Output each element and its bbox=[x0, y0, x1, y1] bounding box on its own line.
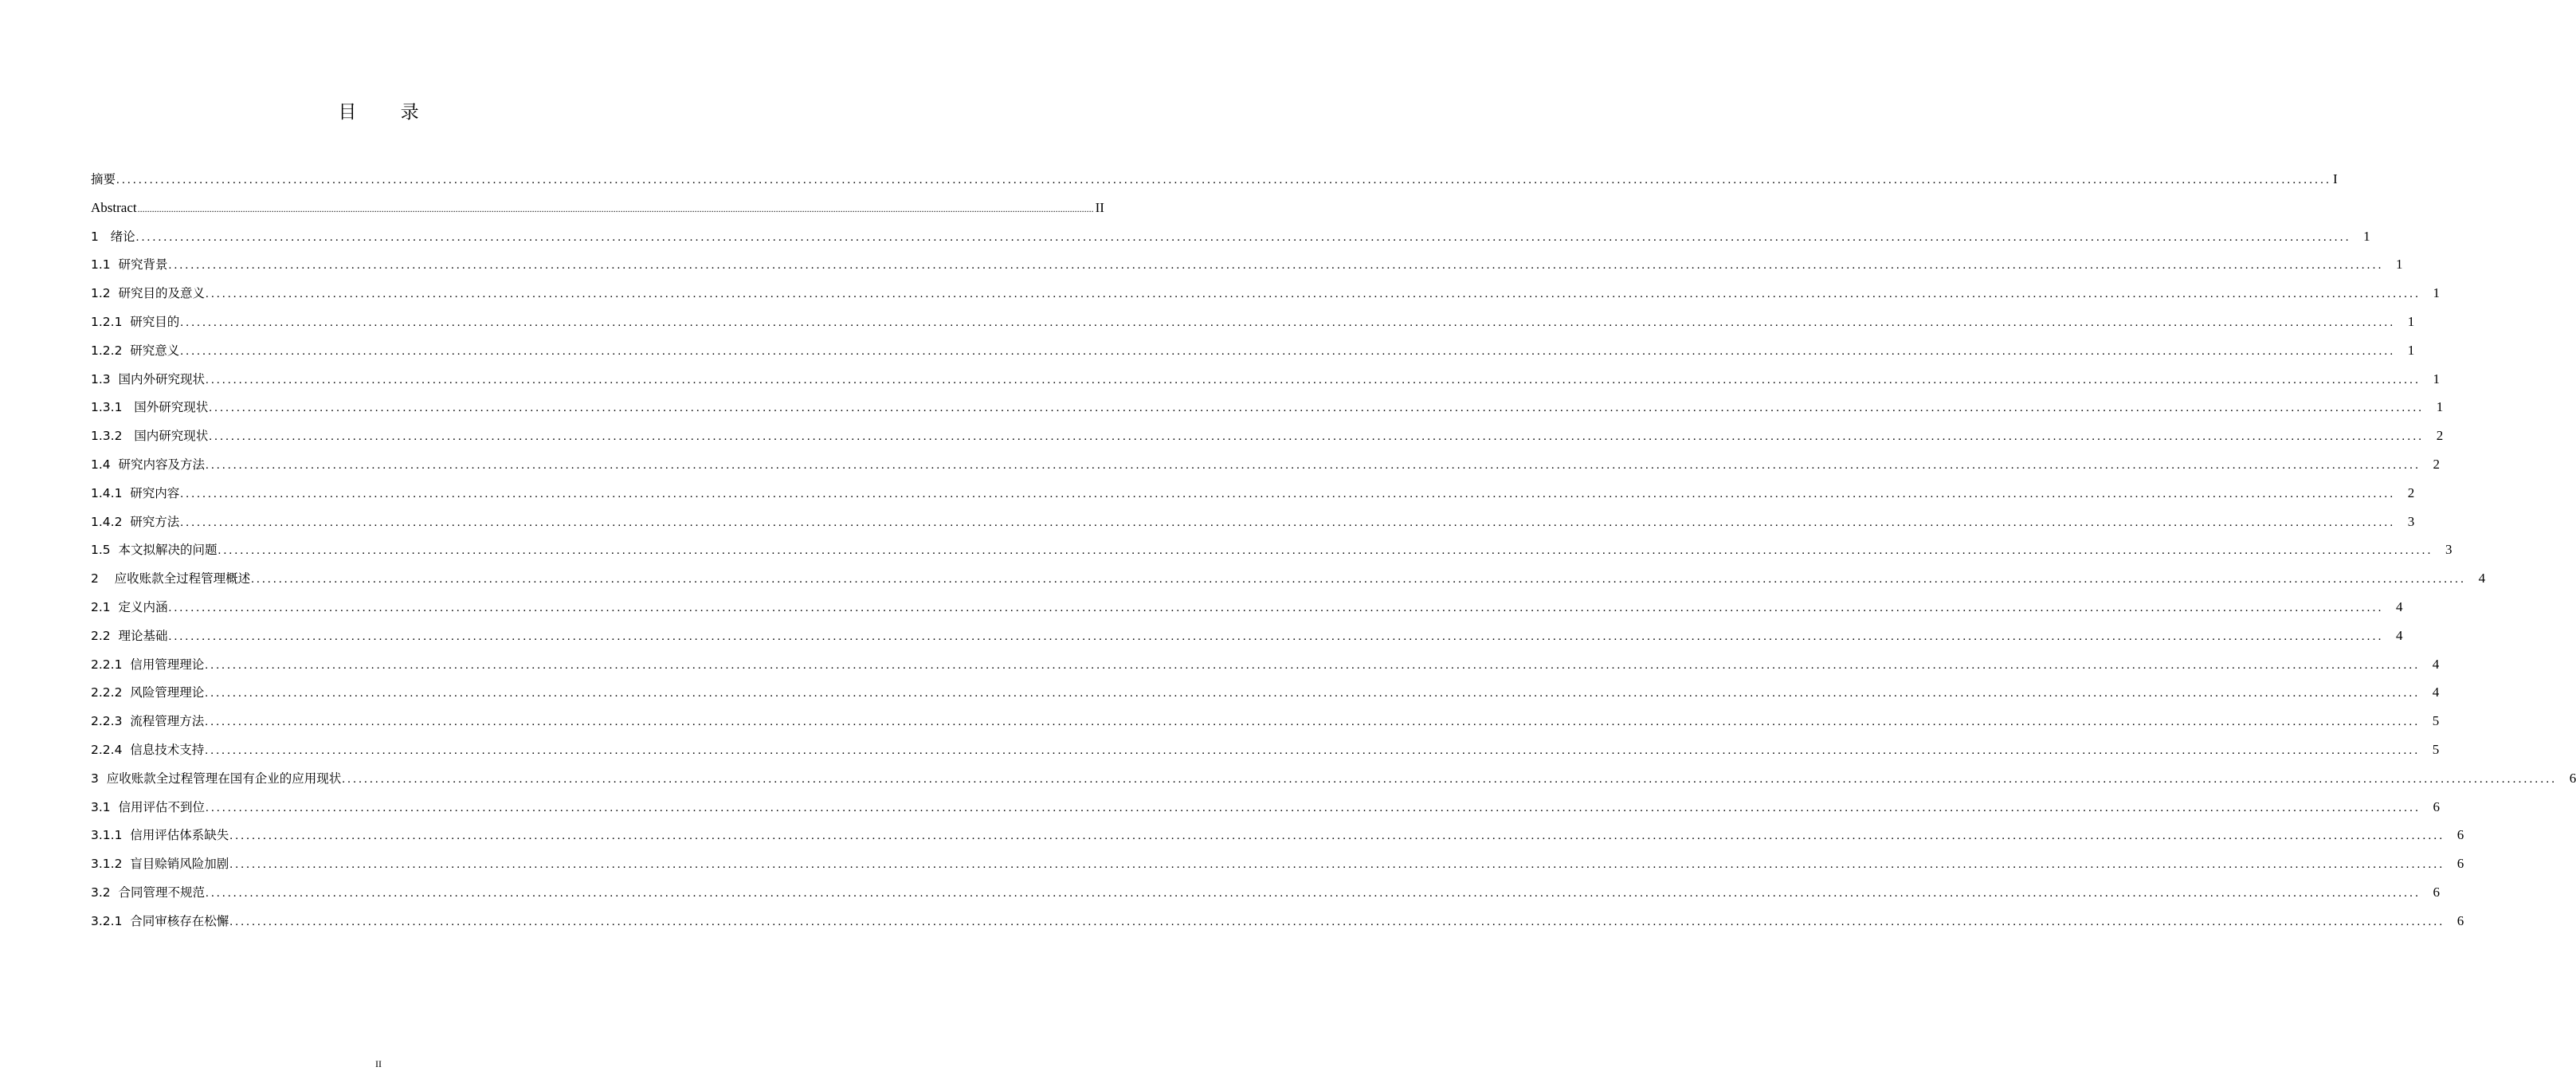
toc-dot-leader: ................................................................................................................................................................................................................................................................................................................................................................................................................ bbox=[229, 915, 2445, 928]
toc-entry-page: 2 bbox=[2436, 428, 2444, 444]
toc-entry-label: 摘要 bbox=[91, 172, 116, 186]
toc-entry-label: 3.1.2 盲目赊销风险加剧 bbox=[91, 857, 229, 872]
toc-entry[interactable] bbox=[91, 336, 2415, 365]
toc-entry-label: 2.2.1 信用管理理论 bbox=[91, 657, 205, 672]
toc-dot-leader: ................................................................................................................................................................................................................................................................................................................................................................................................................ bbox=[229, 830, 2445, 843]
toc-entry-label: 2.2.2 风险管理理论 bbox=[91, 685, 205, 700]
toc-entry-label: 1.1 研究背景 bbox=[91, 257, 168, 273]
toc-dot-leader: ................................................................................................................................................................................................................................................................................................................................................................................................................ bbox=[168, 630, 2384, 643]
toc-entry[interactable] bbox=[91, 878, 2441, 907]
toc-entry[interactable] bbox=[91, 250, 2403, 279]
toc-entry-page: 6 bbox=[2433, 798, 2441, 814]
toc-entry-label: 1.4 研究内容及方法 bbox=[91, 457, 206, 472]
toc-entry-label: 3.2.1 合同审核存在松懈 bbox=[91, 913, 229, 928]
toc-entry-label: 1 绪论 bbox=[91, 229, 135, 244]
toc-entry-page: 1 bbox=[2396, 257, 2403, 273]
toc-entry-page: 4 bbox=[2432, 656, 2440, 672]
toc-entry-label: 3.1 信用评估不到位 bbox=[91, 799, 206, 814]
toc-entry[interactable] bbox=[91, 564, 2486, 593]
toc-dot-leader: ................................................................................................................................................................................................................................................................................................................................................................................................................ bbox=[168, 601, 2384, 614]
toc-entry-page: 1 bbox=[2407, 313, 2415, 329]
toc-entry[interactable] bbox=[91, 821, 2464, 849]
toc-dot-leader: ................................................................................................................................................................................................................................................................................................................................................................................................................ bbox=[251, 573, 2467, 586]
toc-entry-label: 3 应收账款全过程管理在国有企业的应用现状 bbox=[91, 771, 342, 786]
toc-entry-label: 1.3 国内外研究现状 bbox=[91, 371, 206, 386]
toc-entry-label: 2 应收账款全过程管理概述 bbox=[91, 571, 251, 586]
toc-dot-leader: ................................................................................................................................................................................................................................................................................................................................................................................................................ bbox=[180, 344, 2396, 358]
toc-entry-page: 4 bbox=[2478, 571, 2486, 586]
toc-entry[interactable] bbox=[91, 793, 2441, 822]
toc-entry-page: 6 bbox=[2433, 884, 2441, 900]
toc-entry[interactable] bbox=[91, 450, 2441, 479]
page-title: 目 录 bbox=[338, 102, 438, 123]
toc-entry[interactable] bbox=[91, 308, 2415, 336]
toc-entry[interactable] bbox=[91, 907, 2464, 936]
toc-dot-leader: ................................................................................................................................................................................................................................................................................................................................................................................................................ bbox=[135, 230, 2351, 244]
toc-entry-page: 5 bbox=[2432, 713, 2440, 729]
toc-entry-label: 1.3.2 国内研究现状 bbox=[91, 429, 209, 444]
toc-entry[interactable] bbox=[91, 479, 2415, 508]
toc-entry-label: 1.5 本文拟解决的问题 bbox=[91, 543, 218, 558]
toc-entry[interactable] bbox=[91, 279, 2441, 308]
toc-entry-label: 2.2.4 信息技术支持 bbox=[91, 742, 205, 757]
toc-dot-leader: ................................................................................................................................................................................................................................................................................................................................................................................................................ bbox=[205, 743, 2421, 757]
toc-entry-page: 3 bbox=[2407, 513, 2415, 529]
toc-dot-leader: ................................................................................................................................................................................................................................................................................................................................................................................................................ bbox=[205, 716, 2421, 729]
toc-entry-page: II bbox=[1095, 199, 1104, 215]
toc-dot-leader: ................................................................................................................................................................................................................................................................................................................................................................................................................ bbox=[180, 516, 2396, 529]
toc-entry-label: 3.1.1 信用评估体系缺失 bbox=[91, 828, 229, 843]
toc-dot-leader: ................................................................................................................................................................................................................................................................................................................................................................................................................ bbox=[218, 544, 2433, 558]
toc-dot-leader: ................................................................................................................................................................................................................................................................................................................................................................................................................ bbox=[209, 402, 2425, 415]
toc-dot-leader: ................................................................................................................................................................................................................................................................................................................................................................................................................ bbox=[205, 658, 2421, 672]
toc-dot-leader: ................................................................................................................................................................................................................................................................................................................................................................................................................ bbox=[342, 772, 2558, 786]
toc-entry-page: 1 bbox=[2433, 285, 2441, 301]
toc-dot-leader: ................................................................................................................................................................................................................................................................................................................................................................................................................ bbox=[137, 202, 1094, 214]
toc-dot-leader: ................................................................................................................................................................................................................................................................................................................................................................................................................ bbox=[206, 886, 2421, 900]
toc-entry-page: 4 bbox=[2396, 627, 2403, 643]
toc-entry-page: 4 bbox=[2432, 685, 2440, 700]
toc-entry[interactable] bbox=[91, 165, 2338, 194]
toc-entry[interactable] bbox=[91, 194, 1104, 222]
page-number: II bbox=[375, 1058, 382, 1069]
toc-entry-label: 1.2 研究目的及意义 bbox=[91, 286, 206, 301]
toc-entry-label: 1.4.1 研究内容 bbox=[91, 485, 180, 500]
toc-entry[interactable] bbox=[91, 593, 2403, 622]
toc-entry[interactable] bbox=[91, 764, 2576, 793]
table-of-contents bbox=[91, 165, 2576, 936]
toc-entry[interactable] bbox=[91, 849, 2464, 878]
toc-dot-leader: ................................................................................................................................................................................................................................................................................................................................................................................................................ bbox=[206, 458, 2421, 472]
toc-entry-page: 1 bbox=[2363, 228, 2370, 244]
toc-entry-page: 2 bbox=[2407, 484, 2415, 500]
toc-entry-page: 6 bbox=[2456, 827, 2464, 843]
toc-entry-page: 6 bbox=[2569, 770, 2576, 786]
toc-dot-leader: ................................................................................................................................................................................................................................................................................................................................................................................................................ bbox=[229, 858, 2445, 872]
toc-entry-page: 6 bbox=[2456, 856, 2464, 872]
toc-entry[interactable] bbox=[91, 622, 2403, 650]
toc-entry-label: Abstract bbox=[91, 199, 137, 215]
toc-entry-label: 2.2 理论基础 bbox=[91, 628, 168, 643]
toc-dot-leader: ................................................................................................................................................................................................................................................................................................................................................................................................................ bbox=[168, 259, 2384, 273]
toc-entry[interactable] bbox=[91, 393, 2444, 422]
toc-entry-label: 1.2.1 研究目的 bbox=[91, 314, 180, 329]
toc-entry-page: 1 bbox=[2436, 399, 2444, 415]
toc-dot-leader: ................................................................................................................................................................................................................................................................................................................................................................................................................ bbox=[206, 801, 2421, 814]
toc-entry-label: 2.1 定义内涵 bbox=[91, 599, 168, 614]
toc-entry-page: 4 bbox=[2396, 598, 2403, 614]
toc-entry[interactable] bbox=[91, 707, 2440, 736]
toc-entry[interactable] bbox=[91, 365, 2441, 394]
toc-entry[interactable] bbox=[91, 422, 2444, 450]
toc-entry-page: 5 bbox=[2432, 741, 2440, 757]
toc-dot-leader: ................................................................................................................................................................................................................................................................................................................................................................................................................ bbox=[206, 373, 2421, 386]
toc-dot-leader: ................................................................................................................................................................................................................................................................................................................................................................................................................ bbox=[209, 430, 2425, 444]
toc-entry-page: 6 bbox=[2456, 912, 2464, 928]
toc-entry-page: 1 bbox=[2407, 342, 2415, 358]
toc-entry-label: 2.2.3 流程管理方法 bbox=[91, 714, 205, 729]
toc-dot-leader: ................................................................................................................................................................................................................................................................................................................................................................................................................ bbox=[116, 174, 2332, 186]
toc-entry[interactable] bbox=[91, 508, 2415, 536]
toc-entry-label: 3.2 合同管理不规范 bbox=[91, 885, 206, 900]
toc-dot-leader: ................................................................................................................................................................................................................................................................................................................................................................................................................ bbox=[206, 288, 2421, 301]
toc-entry-page: 2 bbox=[2433, 456, 2441, 472]
toc-entry-page: I bbox=[2333, 171, 2338, 186]
toc-entry[interactable] bbox=[91, 536, 2452, 564]
toc-dot-leader: ................................................................................................................................................................................................................................................................................................................................................................................................................ bbox=[180, 316, 2396, 329]
toc-entry[interactable] bbox=[91, 678, 2440, 707]
toc-entry[interactable] bbox=[91, 222, 2370, 251]
toc-entry-label: 1.4.2 研究方法 bbox=[91, 514, 180, 529]
toc-entry-label: 1.2.2 研究意义 bbox=[91, 343, 180, 358]
toc-entry[interactable] bbox=[91, 736, 2440, 764]
toc-entry-label: 1.3.1 国外研究现状 bbox=[91, 400, 209, 415]
toc-dot-leader: ................................................................................................................................................................................................................................................................................................................................................................................................................ bbox=[205, 687, 2421, 700]
toc-entry-page: 3 bbox=[2445, 542, 2452, 558]
toc-dot-leader: ................................................................................................................................................................................................................................................................................................................................................................................................................ bbox=[180, 487, 2396, 500]
toc-entry[interactable] bbox=[91, 650, 2440, 679]
toc-entry-page: 1 bbox=[2433, 371, 2441, 386]
